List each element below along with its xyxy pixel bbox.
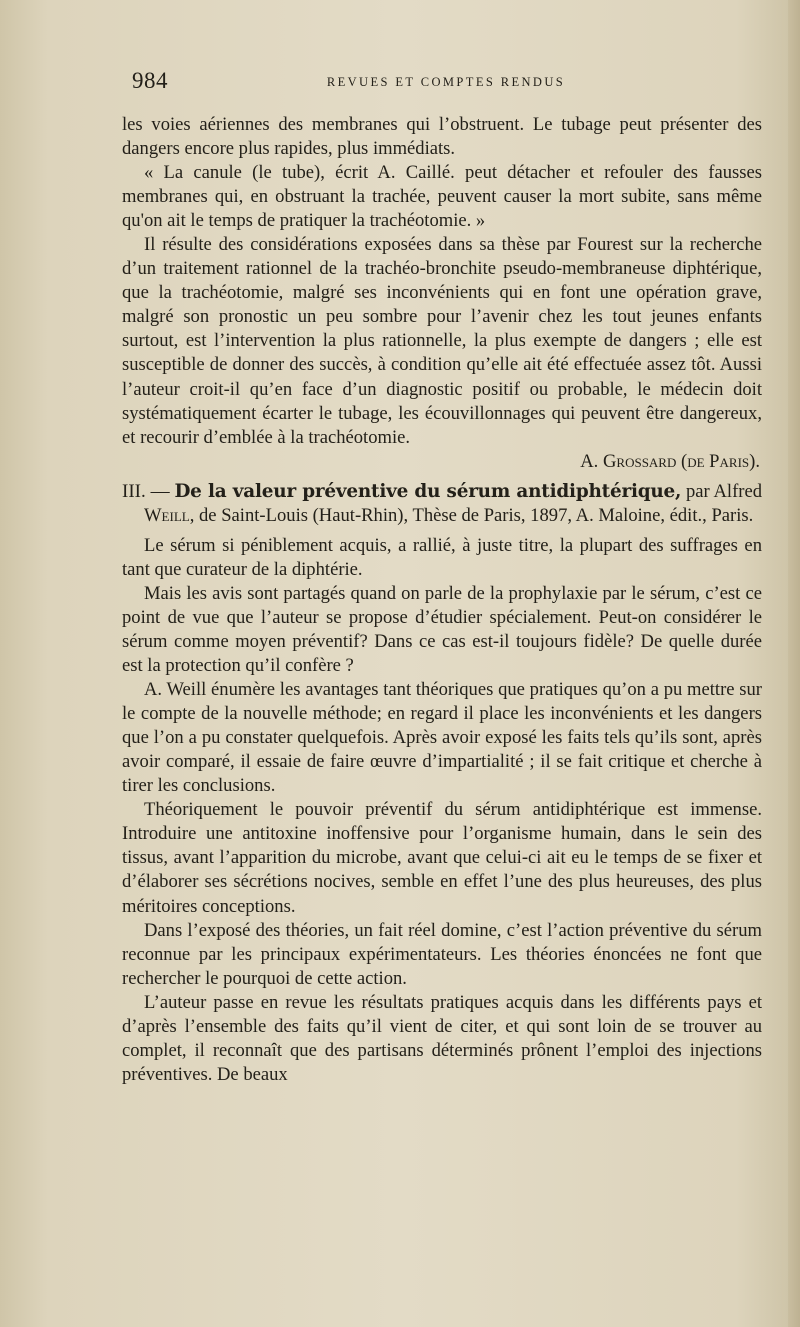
article-byline-pre: par Alfred bbox=[681, 480, 762, 502]
paragraph-theories: Dans l’exposé des théories, un fait réel domine, c’est l’action préventive du sérum reconnue par les principaux expérimentateurs. Les théories énoncées ne font que rechercher le pourquoi de cette action. bbox=[122, 919, 762, 989]
paragraph-quote: « La canule (le tube), écrit A. Caillé. peut détacher et refouler des fausses membranes qui, en obstruant la trachée, peuvent causer la mort subite, sans même qu'on ait le temps de pratiquer la trachéotomie. » bbox=[122, 162, 762, 232]
paragraph-fourest: Il résulte des considérations exposées dans sa thèse par Fourest sur la recherche d’un traitement rationnel de la trachéo-bronchite pseudo-membraneuse diphtérique, que la trachéotomie, malgré ses inconvénients qui en font une opération grave, malgré son pronostic un peu sombre pour l’avenir chez les tout jeunes enfants surtout, est l’intervention la plus rationnelle, la plus exempte de dangers ; elle est susceptible de donner des succès, à condition qu’elle ait été effectuée assez tôt. Aussi l’auteur croit-il qu’en face d’un diagnostic positif ou probable, le médecin doit systématiquement écarter le tubage, les écouvillonnages qui peuvent être dangereux, et recourir d’emblée à la trachéotomie. bbox=[122, 234, 762, 448]
text-body bbox=[122, 113, 762, 1087]
paragraph-serum: Le sérum si péniblement acquis, a rallié, à juste titre, la plupart des suffrages en tant que curateur de la diphtérie. bbox=[122, 534, 762, 580]
article-heading bbox=[122, 480, 762, 528]
page-header bbox=[130, 64, 762, 104]
article-number: III. — bbox=[122, 480, 175, 502]
paragraph-prophylaxie: Mais les avis sont partagés quand on parle de la prophylaxie par le sérum, c’est ce point de vue que l’auteur se propose d’étudier spécialement. Peut-on considérer le sérum comme moyen préventif? Dans ce cas est-il toujours fidèle? De quelle durée est la protection qu’il confère ? bbox=[122, 582, 762, 677]
paragraph-avantages: A. Weill énumère les avantages tant théoriques que pratiques qu’on a pu mettre sur le compte de la nouvelle méthode; en regard il place les inconvénients et les dangers que l’on a pu constater quelquefois. Après avoir exposé les faits tels qu’ils sont, après avoir comparé, il essaie de faire œuvre d’impartialité ; il se fait critique et cherche à tirer les conclusions. bbox=[122, 679, 762, 797]
paragraph-continuation: les voies aériennes des membranes qui l’obstruent. Le tubage peut présenter des dangers encore plus rapides, plus immédiats. bbox=[122, 114, 762, 160]
article-title: De la valeur préventive du sérum antidiphtérique, bbox=[174, 480, 682, 502]
article-author: Weill bbox=[144, 504, 190, 526]
running-head: REVUES ET COMPTES RENDUS bbox=[326, 75, 566, 89]
page-edge bbox=[788, 0, 800, 1327]
paragraph-resultats: L’auteur passe en revue les résultats pratiques acquis dans les différents pays et d’après l’ensemble des faits qu’il vient de citer, et qui sont loin de se trouver au complet, il reconnaît que des partisans déterminés prônent l’emploi des injections préventives. De beaux bbox=[122, 991, 762, 1085]
review-signature: A. Grossard (de Paris). bbox=[580, 450, 760, 472]
page-number: 984 bbox=[132, 68, 168, 93]
paragraph-theoriquement: Théoriquement le pouvoir préventif du sérum antidiphtérique est immense. Introduire une antitoxine inoffensive pour l’organisme humain, dans le sein des tissus, avant l’apparition du microbe, avant que celui-ci ait eu le temps de se fixer et d’élaborer ses sécrétions nocives, semble en effet l’une des plus heureuses, des plus méritoires conceptions. bbox=[122, 799, 762, 917]
article-byline-post: , de Saint-Louis (Haut-Rhin), Thèse de Paris, 1897, A. Maloine, édit., Paris. bbox=[189, 504, 754, 526]
